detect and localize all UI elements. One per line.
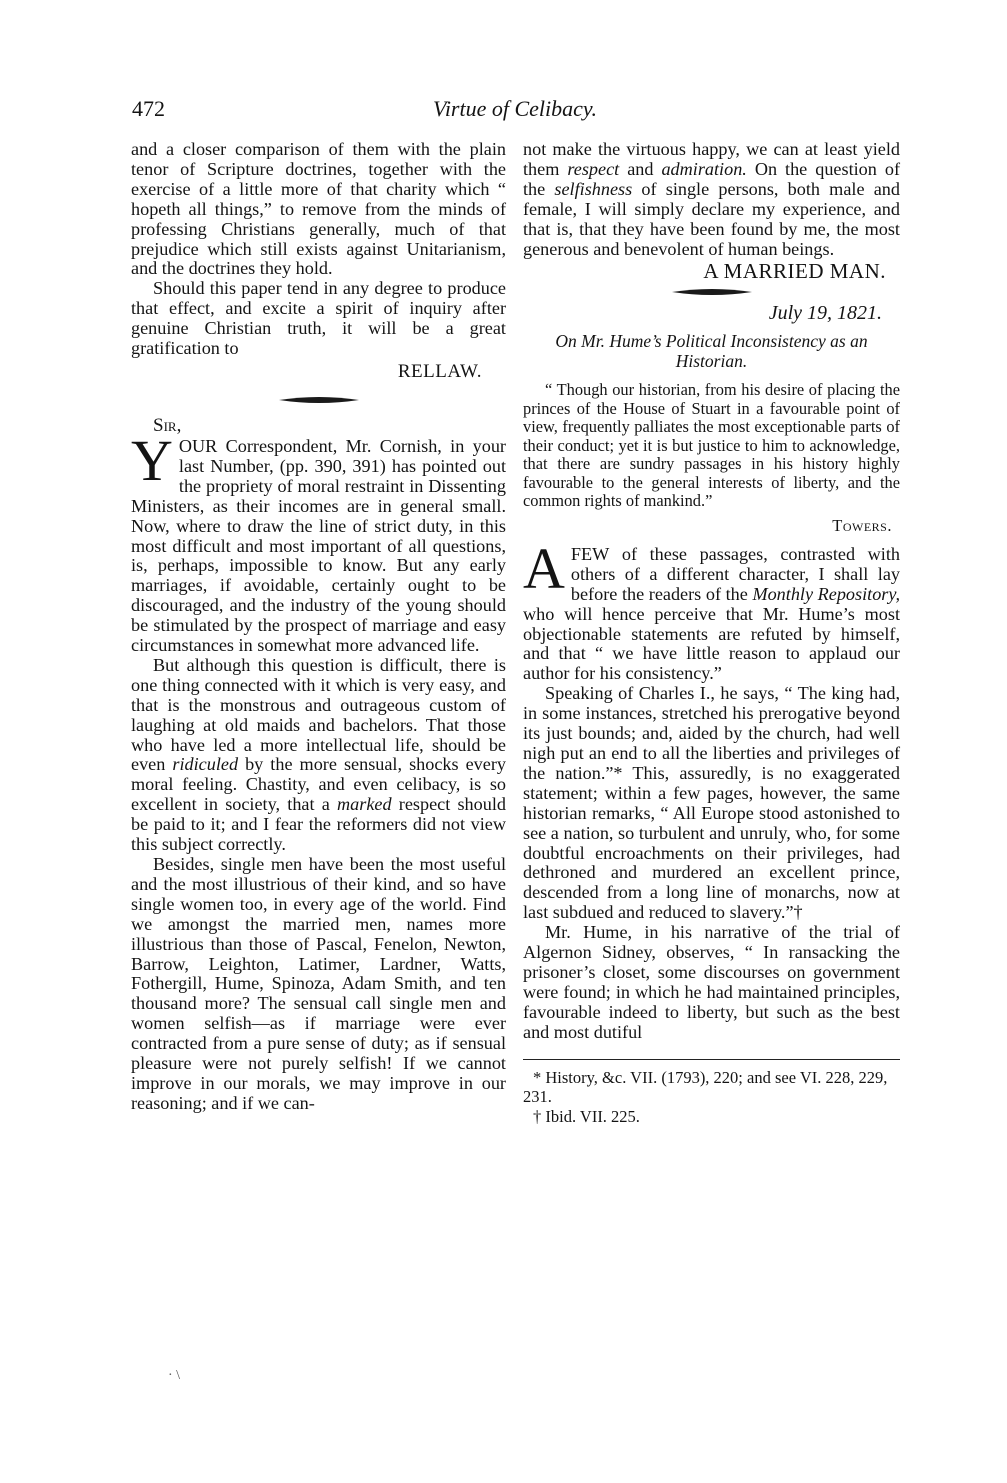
right-column bbox=[523, 140, 900, 1126]
salutation: Sir, bbox=[153, 414, 182, 436]
divider-ornament-icon bbox=[279, 395, 359, 405]
paragraph: But although this question is difficult, there is one thing connected with it which is very easy, and that is the monstrous and outrageous custom of laughing at old maids and bachelors. That those who have led a more intellectual life, should be even ridiculed by the more sensual, shocks every moral feeling. Chastity, and even celibacy, is so excellent in society, that a marked respect should be paid to it; and I fear the reformers did not view this subject correctly. bbox=[131, 654, 506, 855]
footnote-1: * History, &c. VII. (1793), 220; and see VI. 228, 229, 231. bbox=[523, 1067, 888, 1107]
opening-word: OUR bbox=[178, 435, 218, 456]
letter-date: July 19, 1821. bbox=[768, 302, 882, 325]
paragraph-text: Correspondent, Mr. Cornish, in your last Number, (pp. 390, 391) has pointed out the propriety of moral restraint in Dissenting Ministers, as their incomes are in general small. Now, where to draw the line of strict duty, in this most difficult and most important of all questions, is, perhaps, impossible to know. But any early marriages, if avoidable, certainly ought to be discouraged, and the industry of the young should be stimulated by the prospect of marriage and easy circumstances in somewhat more advanced life. bbox=[131, 435, 506, 656]
paragraph: Mr. Hume, in his narrative of the trial of Algernon Sidney, observes, “ In ransacking the prisoner’s closet, some discourses on government were found; in which he had maintained principles, favourable indeed to liberty, but such as the best and most dutiful bbox=[523, 922, 900, 1042]
page-header bbox=[130, 96, 900, 126]
page-number: 472 bbox=[132, 96, 165, 121]
epigraph-quote bbox=[523, 381, 900, 511]
drop-cap: Y bbox=[131, 427, 173, 493]
divider-ornament-icon bbox=[672, 287, 752, 297]
left-column bbox=[131, 140, 506, 1114]
letter-opening bbox=[131, 427, 506, 656]
section-divider bbox=[523, 287, 900, 297]
signature-rellaw: RELLAW. bbox=[397, 360, 482, 382]
page-mark: · \ bbox=[168, 1368, 181, 1383]
paragraph-continued: and a closer comparison of them with the plain tenor of Scripture doctrines, together with the exercise of a little more of that charity which “ hopeth all things,” to remove from the minds of professing Christians generally, much of that prejudice which still exists against Unitarianism, and the doctrines they hold. bbox=[131, 139, 506, 279]
footnotes bbox=[523, 1068, 900, 1127]
quote-text: “ Though our historian, from his desire of placing the princes of the House of Stuart in a favourable point of view, frequently palliates the most exceptionable parts of their conduct; yet it is but justice to him to acknowledge, that there are sundry passages in his history highly favourable to the general interests of liberty, and the common rights of mankind.” bbox=[523, 380, 900, 511]
quote-attribution: Towers. bbox=[832, 515, 892, 535]
paragraph-closing: Should this paper tend in any degree to produce that effect, and excite a spirit of inquiry after genuine Christian truth, it will be a great gratification to bbox=[131, 278, 506, 359]
signature-married-man: A MARRIED MAN. bbox=[703, 259, 886, 284]
opening-word: FEW bbox=[570, 543, 610, 564]
footnote-rule bbox=[523, 1059, 900, 1060]
article-opening: AFEW of these passages, contrasted with others of a different character, I shall lay before the readers of the Monthly Repository, who will hence perceive that Mr. Hume’s most objectionable statements are refuted by himself, and that “ we have little reason to applaud our author for his consistency.” bbox=[523, 535, 900, 684]
drop-cap: A bbox=[523, 535, 565, 601]
paragraph: Speaking of Charles I., he says, “ The king had, in some instances, stretched his prerogative beyond its just bounds; and, aided by the church, had well nigh put an end to all the liberties and privileges of the nation.”* This, assuredly, is no exaggerated statement; within a few pages, however, the same historian remarks, “ All Europe stood astonished to see a nation, so turbulent and unruly, who, for some doubtful encroachments on their privileges, had dethroned and murdered an excellent prince, descended from a long line of monarchs, now at last subdued and reduced to slavery.”† bbox=[523, 683, 900, 923]
article-title: On Mr. Hume’s Political Inconsistency as an Historian. bbox=[555, 331, 868, 372]
paragraph: Besides, single men have been the most useful and the most illustrious of their kind, and so have single women too, in every age of the world. Find we amongst the married men, names more illustrious than those of Pascal, Fenelon, Newton, Barrow, Leighton, Latimer, Lardner, Watts, Fothergill, Hume, Spinoza, Adam Smith, and ten thousand more? The sensual call single men and women selfish—as if marriage were ever contracted from a pure sense of duty; as if sensual pleasure were not purely selfish! If we cannot improve in our morals, we may improve in our reasoning; and if we can- bbox=[131, 854, 506, 1113]
running-title: Virtue of Celibacy. bbox=[433, 96, 597, 121]
paragraph-continued: not make the virtuous happy, we can at least yield them respect and admiration. On the question of the selfishness of single persons, both male and female, I will simply declare my experience, and that is, that they have been found by me, the most generous and benevolent of human beings. bbox=[523, 139, 901, 259]
footnote-2: † Ibid. VII. 225. bbox=[533, 1106, 640, 1126]
section-divider bbox=[131, 395, 506, 405]
